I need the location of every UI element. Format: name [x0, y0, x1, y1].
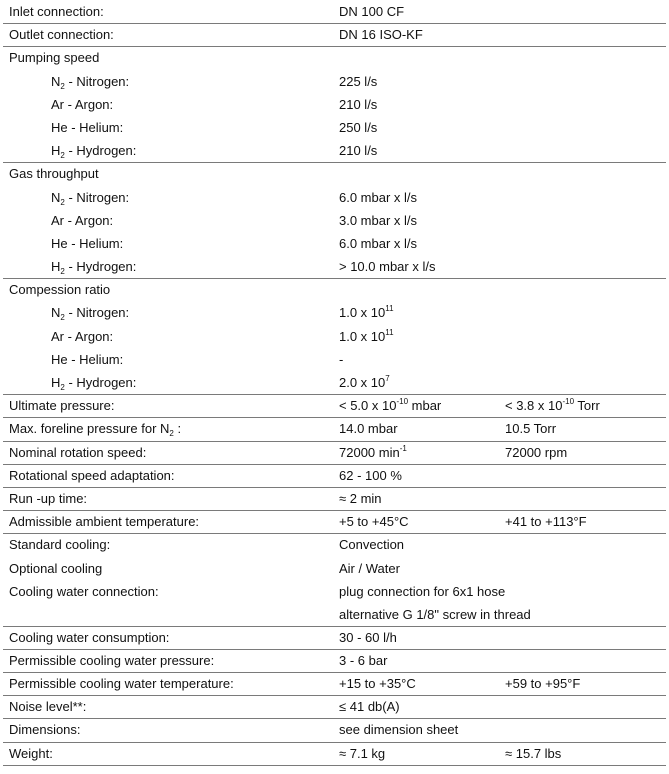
row-value-imperial: 72000 rpm — [505, 444, 568, 460]
spec-row — [3, 186, 666, 209]
row-value: 6.0 mbar x l/s — [339, 235, 418, 251]
row-label: Run -up time: — [9, 490, 88, 506]
row-label: $N_2$ - Nitrogen: — [51, 73, 130, 91]
spec-row — [3, 441, 666, 464]
row-label: Ar - Argon: — [51, 96, 114, 112]
row-value-imperial: 10.5 Torr — [505, 421, 557, 437]
row-label: $H_2$ - Hydrogen: — [51, 143, 137, 161]
spec-row — [3, 695, 666, 718]
spec-row — [3, 325, 666, 348]
row-value: 225 l/s — [339, 73, 378, 89]
spec-row — [3, 672, 666, 695]
row-value: 210 l/s — [339, 143, 378, 159]
spec-row — [3, 649, 666, 672]
spec-row — [3, 139, 666, 162]
spec-row — [3, 718, 666, 741]
spec-row — [3, 301, 666, 324]
spec-table — [3, 0, 666, 766]
row-label: Noise level**: — [9, 699, 87, 715]
spec-row — [3, 0, 666, 23]
row-value: plug connection for 6x1 hose alternative G 1/8" screw in thread — [339, 583, 531, 622]
spec-row — [3, 371, 666, 394]
row-label: Max. foreline pressure for $N_2$ : — [9, 421, 182, 439]
row-value-imperial: +41 to +113°F — [505, 514, 587, 530]
section-heading — [3, 278, 666, 301]
row-label: $H_2$ - Hydrogen: — [51, 375, 137, 392]
row-value: see dimension sheet — [339, 722, 459, 738]
row-value: < 5.0 x $10^{-10}$ mbar — [339, 397, 442, 414]
row-value: 2.0 x $10^7$ — [339, 374, 390, 390]
row-label: He - Helium: — [51, 351, 124, 367]
spec-row — [3, 487, 666, 510]
row-value: > 10.0 mbar x l/s — [339, 259, 436, 275]
row-label: Standard cooling: — [9, 537, 111, 553]
section-heading — [3, 46, 666, 69]
row-label: Nominal rotation speed: — [9, 444, 147, 460]
row-label: Admissible ambient temperature: — [9, 514, 200, 530]
row-value: 30 - 60 l/h — [339, 629, 397, 645]
spec-row — [3, 209, 666, 232]
row-label: Permissible cooling water pressure: — [9, 652, 215, 668]
row-label: $N_2$ - Nitrogen: — [51, 189, 130, 207]
spec-row — [3, 70, 666, 93]
row-label: Optional cooling — [9, 560, 103, 576]
spec-row — [3, 580, 666, 626]
row-label: Rotational speed adaptation: — [9, 467, 175, 483]
spec-row — [3, 417, 666, 440]
row-label: He - Helium: — [51, 119, 124, 135]
row-value: 250 l/s — [339, 119, 378, 135]
row-label: Inlet connection: — [9, 4, 104, 19]
spec-row — [3, 23, 666, 46]
spec-row — [3, 232, 666, 255]
row-value: DN 100 CF — [339, 4, 405, 19]
spec-row — [3, 626, 666, 649]
section-label: Gas throughput — [9, 166, 99, 182]
section-heading — [3, 162, 666, 185]
spec-row — [3, 394, 666, 417]
spec-row — [3, 464, 666, 487]
row-label: He - Helium: — [51, 235, 124, 251]
row-value: 3.0 mbar x l/s — [339, 212, 418, 228]
spec-row — [3, 348, 666, 371]
row-value: 1.0 x $10^{11}$ — [339, 304, 394, 321]
section-label: Compession ratio — [9, 282, 111, 298]
row-label: Cooling water consumption: — [9, 629, 170, 645]
row-value: DN 16 ISO-KF — [339, 27, 423, 43]
row-value: 72000 $\min^{-1}$ — [339, 443, 407, 460]
row-label: Outlet connection: — [9, 27, 114, 43]
row-value: 6.0 mbar x l/s — [339, 189, 418, 205]
row-value: 210 l/s — [339, 96, 378, 112]
row-value: +15 to +35°C — [339, 676, 416, 692]
spec-row — [3, 557, 666, 580]
row-label: $N_2$ - Nitrogen: — [51, 305, 130, 323]
spec-row — [3, 116, 666, 139]
row-value-imperial: ≈ 15.7 lbs — [505, 745, 562, 761]
spec-row — [3, 93, 666, 116]
row-label: Ar - Argon: — [51, 212, 114, 228]
spec-row — [3, 255, 666, 278]
row-value: Convection — [339, 537, 405, 553]
row-label: Ar - Argon: — [51, 328, 114, 344]
row-value-imperial: < 3.8 x $10^{-10}$ Torr — [505, 397, 600, 414]
row-value: 3 - 6 bar — [339, 652, 388, 668]
row-label: $H_2$ - Hydrogen: — [51, 259, 137, 277]
row-value: ≈ 7.1 kg — [339, 745, 386, 761]
row-value: ≈ 2 min — [339, 490, 382, 506]
spec-row — [3, 742, 666, 766]
row-value: Air / Water — [339, 560, 400, 576]
row-value-imperial: +59 to +95°F — [505, 676, 581, 692]
row-value: 1.0 x $10^{11}$ — [339, 327, 394, 344]
row-label: Permissible cooling water temperature: — [9, 676, 234, 692]
row-value: - — [339, 351, 344, 367]
row-value: 14.0 mbar — [339, 421, 398, 437]
row-label: Ultimate pressure: — [9, 398, 115, 414]
spec-row — [3, 533, 666, 556]
section-label: Pumping speed — [9, 50, 100, 66]
row-value: +5 to +45°C — [339, 514, 409, 530]
row-value: ≤ 41 db(A) — [339, 699, 400, 715]
row-label: Cooling water connection: — [9, 583, 159, 599]
row-value: 62 - 100 % — [339, 467, 402, 483]
row-label: Dimensions: — [9, 722, 81, 738]
row-label: Weight: — [9, 745, 53, 761]
spec-row — [3, 510, 666, 533]
